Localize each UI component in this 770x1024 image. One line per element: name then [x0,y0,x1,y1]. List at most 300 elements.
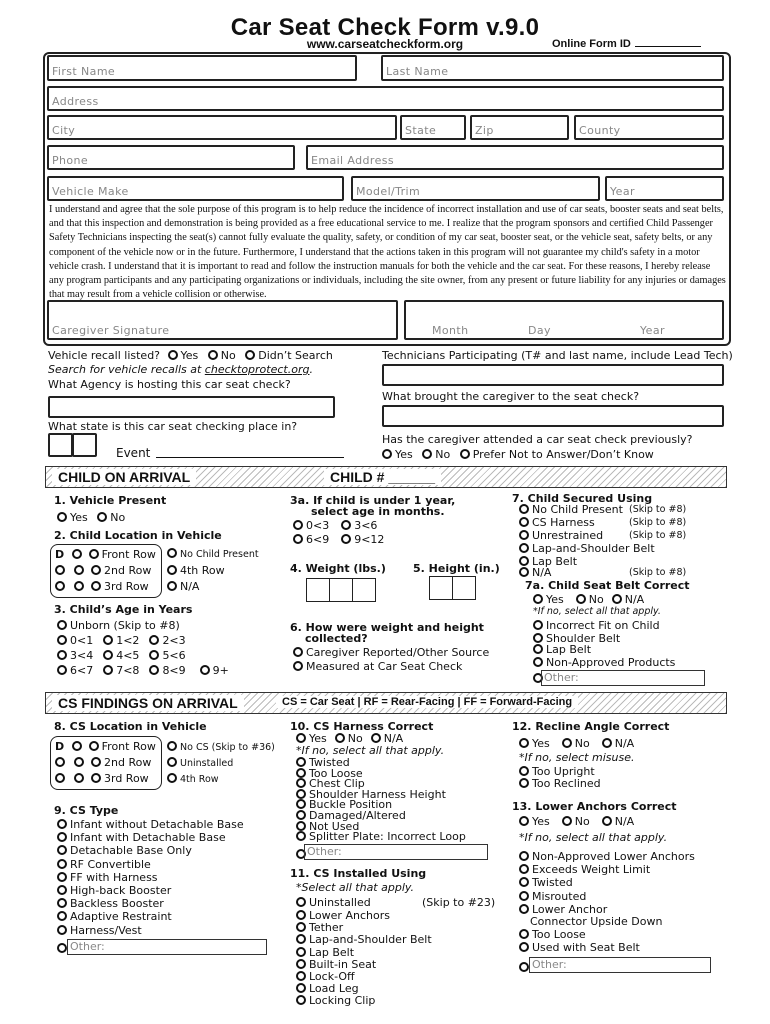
q10-na-label: N/A [383,732,404,745]
child-number: CHILD # ______ [324,469,441,485]
address-label: Address [52,95,99,108]
q8-no-cs [167,741,275,753]
q9-option-label: Adaptive Restraint [70,910,172,924]
q9-option-item [57,858,151,871]
q9-option-label: RF Convertible [70,857,151,871]
attended-prefer-radio[interactable] [460,449,470,459]
q9-option-radio[interactable] [57,859,67,869]
q2-na-label: N/A [180,580,200,593]
q2-na [167,580,199,593]
q11-title: 11. CS Installed Using [290,867,427,880]
q13-option-radio[interactable] [519,904,529,914]
recall-label: Vehicle recall listed? [48,349,161,362]
q13-option-radio[interactable] [519,942,529,952]
uninstalled-label: Uninstalled [180,758,234,769]
age-label: 0<1 [70,634,94,647]
recall-didnt-label: Didn’t Search [258,349,333,362]
q7-b-label: CS Harness [532,516,595,529]
q13-option-radio[interactable] [519,891,529,901]
q8-r3-c3-radio[interactable] [91,773,101,783]
front-row-label: Front Row [101,548,156,561]
height-box-1[interactable] [429,576,453,600]
q9-option-radio[interactable] [57,885,67,895]
q4-title: 4. Weight (lbs.) [290,562,386,575]
q10-yes-label: Yes [309,732,327,745]
q8-title: 8. CS Location in Vehicle [54,720,207,733]
q9-option-radio[interactable] [57,832,67,842]
q2-third-row [55,580,149,593]
q7a-4-label: Non-Approved Products [546,656,676,669]
cs-fourth-row-label: 4th Row [180,774,219,785]
q6-b-label: Measured at Car Seat Check [306,660,463,673]
age-radio[interactable] [57,650,67,660]
q9-option-radio[interactable] [57,911,67,921]
q11-option-radio[interactable] [296,947,306,957]
attended-prefer-label: Prefer Not to Answer/Don’t Know [472,448,654,461]
weight-box-1[interactable] [306,578,330,602]
q10-no-label: No [347,732,363,745]
fourth-row-label: 4th Row [180,564,225,577]
q10-option-radio[interactable] [296,768,306,778]
city-label: City [52,124,76,137]
recall-search-label: Search for vehicle recalls at [48,363,202,376]
q7a-4-radio[interactable] [533,657,543,667]
email-field[interactable] [306,145,724,170]
q2-r2-c2-radio[interactable] [74,565,84,575]
q12-option-radio[interactable] [519,766,529,776]
months-radio[interactable] [341,520,351,530]
attended-yes-label: Yes [395,448,413,461]
q11-option-label: Lap-and-Shoulder Belt [309,933,432,947]
q8-r2-c2-radio[interactable] [74,757,84,767]
sig-year-label: Year [640,324,665,337]
q11-option-label: Lap Belt [309,945,355,959]
q2-r1-c3-radio[interactable] [89,549,99,559]
online-form-id-label: Online Form ID [552,38,631,50]
q10-no-radio[interactable] [335,733,345,743]
q8-uninstalled [167,757,233,769]
q9-option-item [57,884,171,897]
q9-option-label: Infant with Detachable Base [70,831,226,845]
q10-yes-radio[interactable] [296,733,306,743]
months-label: 3<6 [354,519,378,532]
q7a-other-field[interactable]: Other: [541,670,705,686]
recall-question [48,349,333,362]
q2-r3-c2-radio[interactable] [74,581,84,591]
q7a-2-radio[interactable] [533,633,543,643]
q8-fourth-row-radio[interactable] [167,773,177,783]
q1-no-label: No [110,511,126,524]
event-line[interactable] [156,457,344,458]
second-row-label: 2nd Row [104,564,152,577]
q13-option-label: Used with Seat Belt [532,941,640,955]
recall-search-text [48,363,313,376]
q8-r3-c1-radio[interactable] [55,773,65,783]
q11-option-radio[interactable] [296,983,306,993]
q11-option-item [296,933,432,946]
q13-other-field[interactable]: Other: [529,957,711,973]
form-url: www.carseatcheckform.org [306,37,464,51]
q12-na-radio[interactable] [602,738,612,748]
q10-option-radio[interactable] [296,757,306,767]
recall-didnt-radio[interactable] [245,350,255,360]
attended-no-radio[interactable] [422,449,432,459]
q7a-3-radio[interactable] [533,644,543,654]
q11-option-label: Load Leg [309,982,359,996]
q11-option-radio[interactable] [296,959,306,969]
q3a-row2 [293,533,384,546]
q13-option-label: Twisted [532,876,573,890]
q7a-title: 7a. Child Seat Belt Correct [525,579,690,592]
q3a-title-2: select age in months. [311,505,445,518]
age-label: 7<8 [116,664,140,677]
q12-yes-label: Yes [532,737,550,750]
vehicle-make-label: Vehicle Make [52,185,129,198]
q1-yes-radio[interactable] [57,512,67,522]
q9-option-label: Backless Booster [70,897,164,911]
email-label: Email Address [311,154,395,167]
online-form-id [552,37,701,50]
q8-r1-c3-radio[interactable] [89,741,99,751]
driver-label: D [55,548,65,561]
q10-other-field[interactable]: Other: [304,844,488,860]
q10-na-radio[interactable] [371,733,381,743]
q10-option-label: Chest Clip [309,777,365,791]
q5-title: 5. Height (in.) [413,562,500,575]
q13-title: 13. Lower Anchors Correct [512,800,677,813]
q10-option-label: Splitter Plate: Incorrect Loop [309,830,466,844]
attended-question: Has the caregiver attended a car seat check previously? [382,433,693,446]
q9-title: 9. CS Type [54,804,119,817]
q11-option-radio[interactable] [296,922,306,932]
technicians-field[interactable] [382,364,724,386]
cs-second-row-label: 2nd Row [104,756,152,769]
event-label: Event [116,446,151,460]
q10-option-radio[interactable] [296,810,306,820]
q7-e-label: Lap Belt [532,555,578,568]
q8-second-row [55,756,151,769]
q3-row1 [57,634,186,647]
cs-driver-label: D [55,740,65,753]
q12-option-label: Too Upright [532,765,595,778]
q2-r3-c3-radio[interactable] [91,581,101,591]
county-field[interactable] [574,115,724,140]
q7a-options [533,593,644,606]
q13-option-radio[interactable] [519,877,529,887]
attended-no-label: No [435,448,451,461]
weight-box-3[interactable] [352,578,376,602]
q9-option-radio[interactable] [57,845,67,855]
q3-title: 3. Child’s Age in Years [54,603,193,616]
q2-title: 2. Child Location in Vehicle [54,529,222,542]
age-radio[interactable] [149,635,159,645]
q13-na-radio[interactable] [602,816,612,826]
q7-a-label: No Child Present [532,503,623,516]
q12-no-radio[interactable] [562,738,572,748]
age-radio[interactable] [103,650,113,660]
recall-no-radio[interactable] [208,350,218,360]
q7-a [519,503,623,516]
q9-other-radio[interactable] [57,943,67,953]
q12-options [519,737,634,750]
q7-d-radio[interactable] [519,543,529,553]
q2-r2-c3-radio[interactable] [91,565,101,575]
height-box-2[interactable] [452,576,476,600]
q13-option-item [519,876,573,889]
q9-option-item [57,818,244,831]
q9-option-radio[interactable] [57,925,67,935]
q9-option-item [57,910,172,923]
model-trim-field[interactable] [351,176,600,201]
q10-option-radio[interactable] [296,789,306,799]
q7a-yes-radio[interactable] [533,594,543,604]
q1-yes-label: Yes [70,511,88,524]
cs-findings-header [45,692,727,714]
q7a-1-radio[interactable] [533,620,543,630]
vehicle-year-label: Year [610,185,635,198]
recall-yes-label: Yes [180,349,199,362]
q7-c-skip: (Skip to #8) [629,530,687,541]
q7-d-label: Lap-and-Shoulder Belt [532,542,655,555]
q9-option-item [57,844,192,857]
q13-other-radio[interactable] [519,962,529,972]
q6-option-b [293,660,462,673]
q12-no-label: No [574,737,590,750]
third-row-label: 3rd Row [104,580,149,593]
q10-option-radio[interactable] [296,831,306,841]
q11-option-item [296,909,390,922]
q11-option-item [296,921,343,934]
q11-option-label: Lower Anchors [309,909,390,922]
agency-field[interactable] [48,396,335,418]
q9-option-radio[interactable] [57,819,67,829]
q13-yes-radio[interactable] [519,816,529,826]
q13-option-radio[interactable] [519,864,529,874]
first-name-field[interactable] [47,55,357,81]
q9-option-label: FF with Harness [70,870,158,884]
q13-na-label: N/A [614,815,635,828]
age-radio[interactable] [103,635,113,645]
age-radio[interactable] [149,650,159,660]
q9-option-item [57,871,158,884]
q8-r1-c2-radio[interactable] [72,741,82,751]
q6-title-2: collected? [305,632,368,645]
q2-r3-c1-radio[interactable] [55,581,65,591]
age-radio[interactable] [103,665,113,675]
attended-yes-radio[interactable] [382,449,392,459]
signature-date-field[interactable] [404,300,724,340]
vehicle-make-field[interactable] [47,176,344,201]
q2-front-row [55,548,156,561]
q11-skip: (Skip to #23) [422,896,496,909]
q7a-na-label: N/A [624,593,645,606]
q8-front-row [55,740,156,753]
county-label: County [579,124,621,137]
q10-note: *If no, select all that apply. [296,744,445,757]
unborn-label: Unborn (Skip to #8) [70,619,180,632]
age-label: 6<7 [70,664,94,677]
q11-uninstalled-radio[interactable] [296,897,306,907]
state-box-2[interactable] [72,433,97,457]
q12-option-radio[interactable] [519,778,529,788]
q3a-row1 [293,519,377,532]
q8-third-row [55,772,149,785]
q8-no-cs-radio[interactable] [167,741,177,751]
age-radio[interactable] [57,635,67,645]
q1-no-radio[interactable] [97,512,107,522]
city-field[interactable] [47,115,397,140]
q12-title: 12. Recline Angle Correct [512,720,670,733]
q7-f [519,566,551,579]
q9-option-radio[interactable] [57,872,67,882]
q10-option-label: Damaged/Altered [309,809,406,822]
q2-na-radio[interactable] [167,581,177,591]
age-radio[interactable] [149,665,159,675]
q9-option-label: Harness/Vest [70,923,142,937]
q8-r3-c2-radio[interactable] [74,773,84,783]
q7-c [519,529,603,542]
q10-option-radio[interactable] [296,799,306,809]
q1-options [57,511,125,524]
months-radio[interactable] [293,520,303,530]
q7-e-radio[interactable] [519,556,529,566]
technicians-question: Technicians Participating (T# and last name, include Lead Tech) [382,349,733,362]
age-radio[interactable] [200,665,210,675]
q6-option-a [293,646,489,659]
q13-no-radio[interactable] [562,816,572,826]
q2-r2-c1-radio[interactable] [55,565,65,575]
state-question: What state is this car seat checking place in? [48,420,298,433]
month-label: Month [432,324,469,337]
q7a-2-label: Shoulder Belt [546,632,621,645]
q2-no-child [167,548,259,560]
q7-f-radio[interactable] [519,567,529,577]
caregiver-signature-field[interactable] [47,300,398,340]
child-arrival-title: CHILD ON ARRIVAL [52,469,196,485]
vehicle-year-field[interactable] [605,176,724,201]
q7-f-label: N/A [532,566,552,579]
day-label: Day [528,324,551,337]
q12-option-label: Too Reclined [532,776,601,790]
q10-option-label: Twisted [309,756,350,769]
state-box-1[interactable] [48,433,73,457]
q6-title-1: 6. How were weight and height [290,621,484,634]
zip-field[interactable] [470,115,569,140]
age-label: 1<2 [116,634,140,647]
cs-legend: CS = Car Seat | RF = Rear-Facing | FF = Forward-Facing [276,696,578,708]
q13-option-label: Too Loose [532,928,586,941]
months-label: 6<9 [306,533,330,546]
q10-option-radio[interactable] [296,821,306,831]
q11-option-item [296,994,375,1007]
brought-field[interactable] [382,405,724,427]
q13-option-label: Non-Approved Lower Anchors [532,850,695,863]
q7a-no-radio[interactable] [576,594,586,604]
q11-option-label: Built-in Seat [309,957,377,971]
recall-site-link[interactable]: checktoprotect.org [204,363,310,376]
form-title: Car Seat Check Form v.9.0 [230,14,540,41]
months-label: 9<12 [354,533,385,546]
q13-no-label: No [574,815,590,828]
q7-c-radio[interactable] [519,530,529,540]
q13-yes-label: Yes [532,815,550,828]
q9-other-field[interactable]: Other: [67,939,267,955]
months-label: 0<3 [306,519,330,532]
q7-c-label: Unrestrained [532,529,604,542]
q10-option-label: Buckle Position [309,798,393,812]
q3-unborn-radio[interactable] [57,620,67,630]
q10-option-label: Shoulder Harness Height [309,787,446,801]
phone-field[interactable] [47,145,295,170]
q12-yes-radio[interactable] [519,738,529,748]
q2-r1-c2-radio[interactable] [72,549,82,559]
q12-note: *If no, select misuse. [519,751,635,764]
q8-r2-c1-radio[interactable] [55,757,65,767]
q7-d [519,542,655,555]
q7a-na-radio[interactable] [612,594,622,604]
age-radio[interactable] [57,665,67,675]
months-radio[interactable] [341,534,351,544]
recall-yes-radio[interactable] [168,350,178,360]
q8-r2-c3-radio[interactable] [91,757,101,767]
no-cs-label: No CS (Skip to #36) [180,742,275,753]
q13-options [519,815,634,828]
q13-option-radio[interactable] [519,929,529,939]
q13-option-radio[interactable] [519,851,529,861]
q11-option-label: Locking Clip [309,994,376,1008]
address-field[interactable] [47,86,724,111]
q9-option-label: Detachable Base Only [70,844,192,858]
q7a-no-label: No [588,593,604,606]
model-trim-label: Model/Trim [356,185,421,198]
q9-option-radio[interactable] [57,898,67,908]
q11-option-radio[interactable] [296,995,306,1005]
q2-fourth-row [167,564,225,577]
age-label: 8<9 [162,664,186,677]
last-name-field[interactable] [381,55,724,81]
q7-b-radio[interactable] [519,517,529,527]
q7-a-radio[interactable] [519,504,529,514]
state-field[interactable] [400,115,466,140]
age-label: 3<4 [70,649,94,662]
q11-uninstalled-label: Uninstalled [309,896,371,909]
q2-fourth-row-radio[interactable] [167,565,177,575]
phone-label: Phone [52,154,89,167]
q13-option-label: Lower Anchor [532,902,608,916]
months-radio[interactable] [293,534,303,544]
q11-option-radio[interactable] [296,910,306,920]
q10-option-radio[interactable] [296,778,306,788]
q13-option-item [519,890,586,903]
q7a-item-4 [533,656,675,669]
attended-options [382,448,654,461]
q7a-note: *If no, select all that apply. [533,606,661,617]
q6-b-radio[interactable] [293,661,303,671]
q7-f-skip: (Skip to #8) [629,567,687,578]
q8-uninstalled-radio[interactable] [167,757,177,767]
q11-option-radio[interactable] [296,934,306,944]
cs-findings-title: CS FINDINGS ON ARRIVAL [52,695,244,711]
q11-option-radio[interactable] [296,971,306,981]
q2-no-child-radio[interactable] [167,548,177,558]
q6-a-radio[interactable] [293,647,303,657]
q13-option-item [519,903,607,916]
q3-row3 [57,664,229,677]
state-label: State [405,124,437,137]
weight-box-2[interactable] [329,578,353,602]
recall-no-label: No [220,349,236,362]
q9-option-label: High-back Booster [70,884,172,897]
